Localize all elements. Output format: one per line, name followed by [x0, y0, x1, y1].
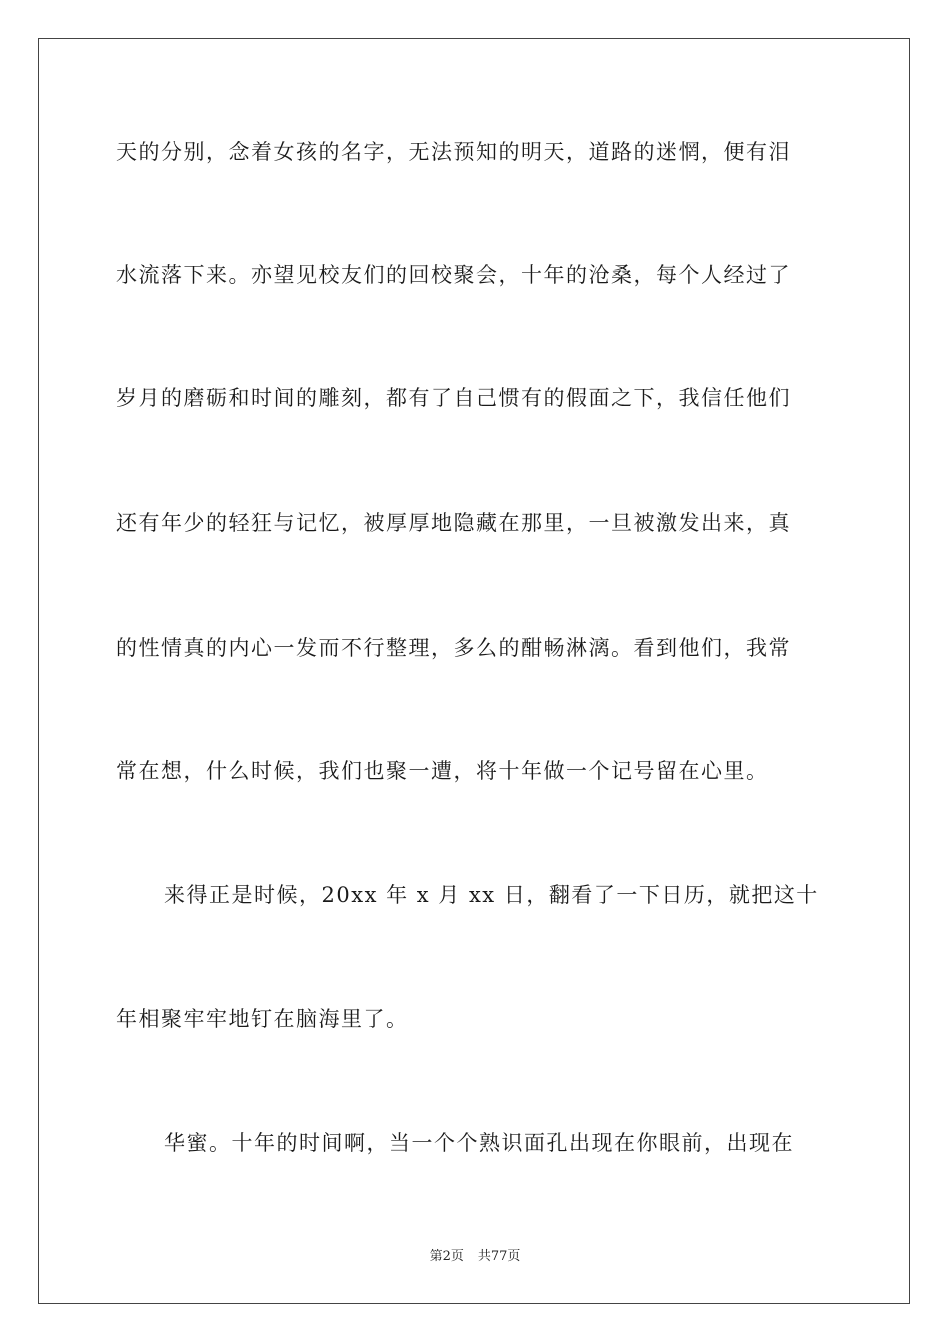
- paragraph-start-line-1: 来得正是时候，20xx 年 x 月 xx 日，翻看了一下日历，就把这十: [164, 883, 819, 907]
- page-number: 第2页: [429, 1249, 464, 1264]
- text-line-5: 的性情真的内心一发而不行整理，多么的酣畅淋漓。看到他们，我常: [116, 636, 791, 660]
- total-pages: 共77页: [477, 1249, 521, 1264]
- page-border: [38, 38, 910, 1304]
- text-line-1: 天的分别，念着女孩的名字，无法预知的明天，道路的迷惘，便有泪: [116, 140, 791, 164]
- text-line-2: 水流落下来。亦望见校友们的回校聚会，十年的沧桑，每个人经过了: [116, 263, 791, 287]
- text-line-8: 年相聚牢牢地钉在脑海里了。: [116, 1007, 409, 1031]
- page-footer: [0, 1248, 950, 1266]
- text-line-4: 还有年少的轻狂与记忆，被厚厚地隐藏在那里，一旦被激发出来，真: [116, 511, 791, 535]
- text-line-6: 常在想，什么时候，我们也聚一遭，将十年做一个记号留在心里。: [116, 759, 769, 783]
- text-line-3: 岁月的磨砺和时间的雕刻，都有了自己惯有的假面之下，我信任他们: [116, 386, 791, 410]
- paragraph-start-line-2: 华蜜。十年的时间啊，当一个个熟识面孔出现在你眼前，出现在: [164, 1131, 794, 1155]
